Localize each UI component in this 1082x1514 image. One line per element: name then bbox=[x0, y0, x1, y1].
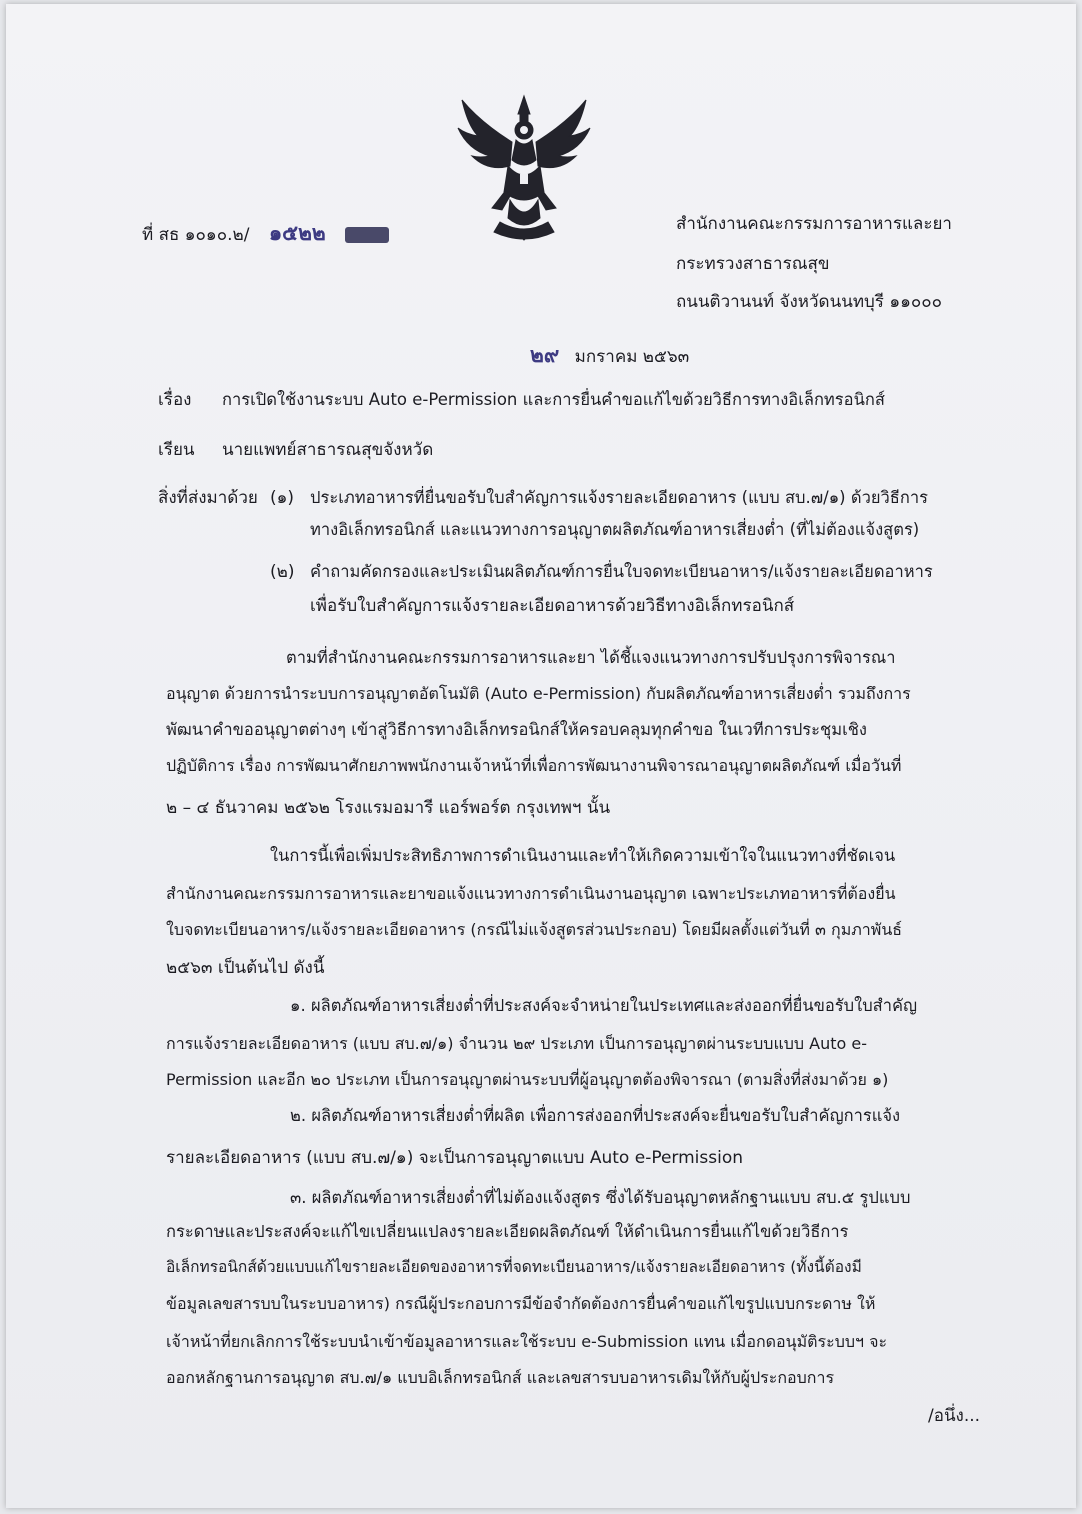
item-2-line-1: ๒. ผลิตภัณฑ์อาหารเสี่ยงต่ำที่ผลิต เพื่อการส่งออกที่ประสงค์จะยื่นขอรับใบสำคัญการแจ้ง bbox=[290, 1106, 901, 1125]
document-date bbox=[530, 344, 689, 366]
agency-line-2: กระทรวงสาธารณสุข bbox=[676, 254, 830, 274]
body-line-5: ๒ – ๔ ธันวาคม ๒๕๖๒ โรงแรมอมารี แอร์พอร์ต กรุงเทพฯ นั้น bbox=[166, 798, 611, 818]
body-line-7: สำนักงานคณะกรรมการอาหารและยาขอแจ้งแนวทางการดำเนินงานอนุญาต เฉพาะประเภทอาหารที่ต้องยื่น bbox=[166, 884, 896, 903]
garuda-emblem-icon bbox=[450, 92, 598, 242]
recipient-text: นายแพทย์สาธารณสุขจังหวัด bbox=[222, 440, 434, 460]
item-3-line-1: ๓. ผลิตภัณฑ์อาหารเสี่ยงต่ำที่ไม่ต้องแจ้งสูตร ซึ่งได้รับอนุญาตหลักฐานแบบ สบ.๕ รูปแบบ bbox=[290, 1188, 911, 1207]
item-3-line-2: กระดาษและประสงค์จะแก้ไขเปลี่ยนแปลงรายละเอียดผลิตภัณฑ์ ให้ดำเนินการยื่นแก้ไขด้วยวิธีการ bbox=[166, 1222, 849, 1241]
document-page bbox=[6, 4, 1076, 1508]
item-1-line-1: ๑. ผลิตภัณฑ์อาหารเสี่ยงต่ำที่ประสงค์จะจำหน่ายในประเทศและส่งออกที่ยื่นขอรับใบสำคัญ bbox=[290, 996, 918, 1015]
handwritten-number: ๑๕๒๒ bbox=[268, 220, 326, 245]
item-3-line-6: ออกหลักฐานการอนุญาต สบ.๗/๑ แบบอิเล็กทรอนิกส์ และเลขสารบบอาหารเดิมให้กับผู้ประกอบการ bbox=[166, 1368, 835, 1387]
body-line-1: ตามที่สำนักงานคณะกรรมการอาหารและยา ได้ชี้แจงแนวทางการปรับปรุงการพิจารณา bbox=[286, 648, 896, 667]
enclosure-2-line-1: คำถามคัดกรองและประเมินผลิตภัณฑ์การยื่นใบจดทะเบียนอาหาร/แจ้งรายละเอียดอาหาร bbox=[310, 562, 933, 581]
reference-number: ที่ สธ ๑๐๑๐.๒/ ๑๕๒๒ bbox=[142, 222, 389, 244]
body-line-6: ในการนี้เพื่อเพิ่มประสิทธิภาพการดำเนินงานและทำให้เกิดความเข้าใจในแนวทางที่ชัดเจน bbox=[270, 846, 896, 865]
enclosure-1-number: (๑) bbox=[270, 488, 295, 508]
body-line-2: อนุญาต ด้วยการนำระบบการอนุญาตอัตโนมัติ (Auto e-Permission) กับผลิตภัณฑ์อาหารเสี่ยงต่ำ รวมถึงการ bbox=[166, 684, 911, 703]
date-month-year: มกราคม ๒๕๖๓ bbox=[574, 347, 690, 367]
item-3-line-4: ข้อมูลเลขสารบบในระบบอาหาร) กรณีผู้ประกอบการมีข้อจำกัดต้องการยื่นคำขอแก้ไขรูปแบบกระดาษ ให้ bbox=[166, 1294, 876, 1313]
agency-line-1: สำนักงานคณะกรรมการอาหารและยา bbox=[676, 214, 952, 234]
item-1-line-3: Permission และอีก ๒๐ ประเภท เป็นการอนุญาตผ่านระบบที่ผู้อนุญาตต้องพิจารณา (ตามสิ่งที่ส่งมาด้วย ๑) bbox=[166, 1070, 889, 1089]
enclosure-1-line-1: ประเภทอาหารที่ยื่นขอรับใบสำคัญการแจ้งรายละเอียดอาหาร (แบบ สบ.๗/๑) ด้วยวิธีการ bbox=[310, 488, 928, 507]
enclosure-1-line-2: ทางอิเล็กทรอนิกส์ และแนวทางการอนุญาตผลิตภัณฑ์อาหารเสี่ยงต่ำ (ที่ไม่ต้องแจ้งสูตร) bbox=[310, 520, 920, 539]
body-line-9: ๒๕๖๓ เป็นต้นไป ดังนี้ bbox=[166, 958, 325, 978]
enclosures-label: สิ่งที่ส่งมาด้วย bbox=[158, 488, 258, 508]
body-line-4: ปฏิบัติการ เรื่อง การพัฒนาศักยภาพพนักงานเจ้าหน้าที่เพื่อการพัฒนางานพิจารณาอนุญาตผลิตภัณฑ์ เมื่อวันที่ bbox=[166, 756, 902, 775]
item-2-line-2: รายละเอียดอาหาร (แบบ สบ.๗/๑) จะเป็นการอนุญาตแบบ Auto e-Permission bbox=[166, 1148, 744, 1168]
date-day: ๒๙ bbox=[530, 342, 560, 367]
item-3-line-5: เจ้าหน้าที่ยกเลิกการใช้ระบบนำเข้าข้อมูลอาหารและใช้ระบบ e-Submission แทน เมื่อกดอนุมัติระบบฯ จะ bbox=[166, 1332, 888, 1351]
body-line-3: พัฒนาคำขออนุญาตต่างๆ เข้าสู่วิธีการทางอิเล็กทรอนิกส์ให้ครอบคลุมทุกคำขอ ในเวทีการประชุมเชิง bbox=[166, 720, 867, 739]
subject-label: เรื่อง bbox=[158, 390, 192, 410]
continuation-marker: /อนึ่ง... bbox=[928, 1406, 981, 1426]
body-line-8: ใบจดทะเบียนอาหาร/แจ้งรายละเอียดอาหาร (กรณีไม่แจ้งสูตรส่วนประกอบ) โดยมีผลตั้งแต่วันที่ ๓ กุมภาพันธ์ bbox=[166, 920, 903, 939]
enclosure-2-line-2: เพื่อรับใบสำคัญการแจ้งรายละเอียดอาหารด้วยวิธีทางอิเล็กทรอนิกส์ bbox=[310, 596, 795, 616]
item-1-line-2: การแจ้งรายละเอียดอาหาร (แบบ สบ.๗/๑) จำนวน ๒๙ ประเภท เป็นการอนุญาตผ่านระบบแบบ Auto e- bbox=[166, 1034, 868, 1053]
recipient-label: เรียน bbox=[158, 440, 195, 460]
item-3-line-3: อิเล็กทรอนิกส์ด้วยแบบแก้ไขรายละเอียดของอาหารที่จดทะเบียนอาหาร/แจ้งรายละเอียดอาหาร (ทั้งนี้ต้องมี bbox=[166, 1258, 862, 1276]
stamp-mark bbox=[345, 227, 389, 243]
subject-text: การเปิดใช้งานระบบ Auto e-Permission และการยื่นคำขอแก้ไขด้วยวิธีการทางอิเล็กทรอนิกส์ bbox=[222, 390, 885, 409]
agency-line-3: ถนนติวานนท์ จังหวัดนนทบุรี ๑๑๐๐๐ bbox=[676, 292, 943, 312]
enclosure-2-number: (๒) bbox=[270, 562, 295, 582]
